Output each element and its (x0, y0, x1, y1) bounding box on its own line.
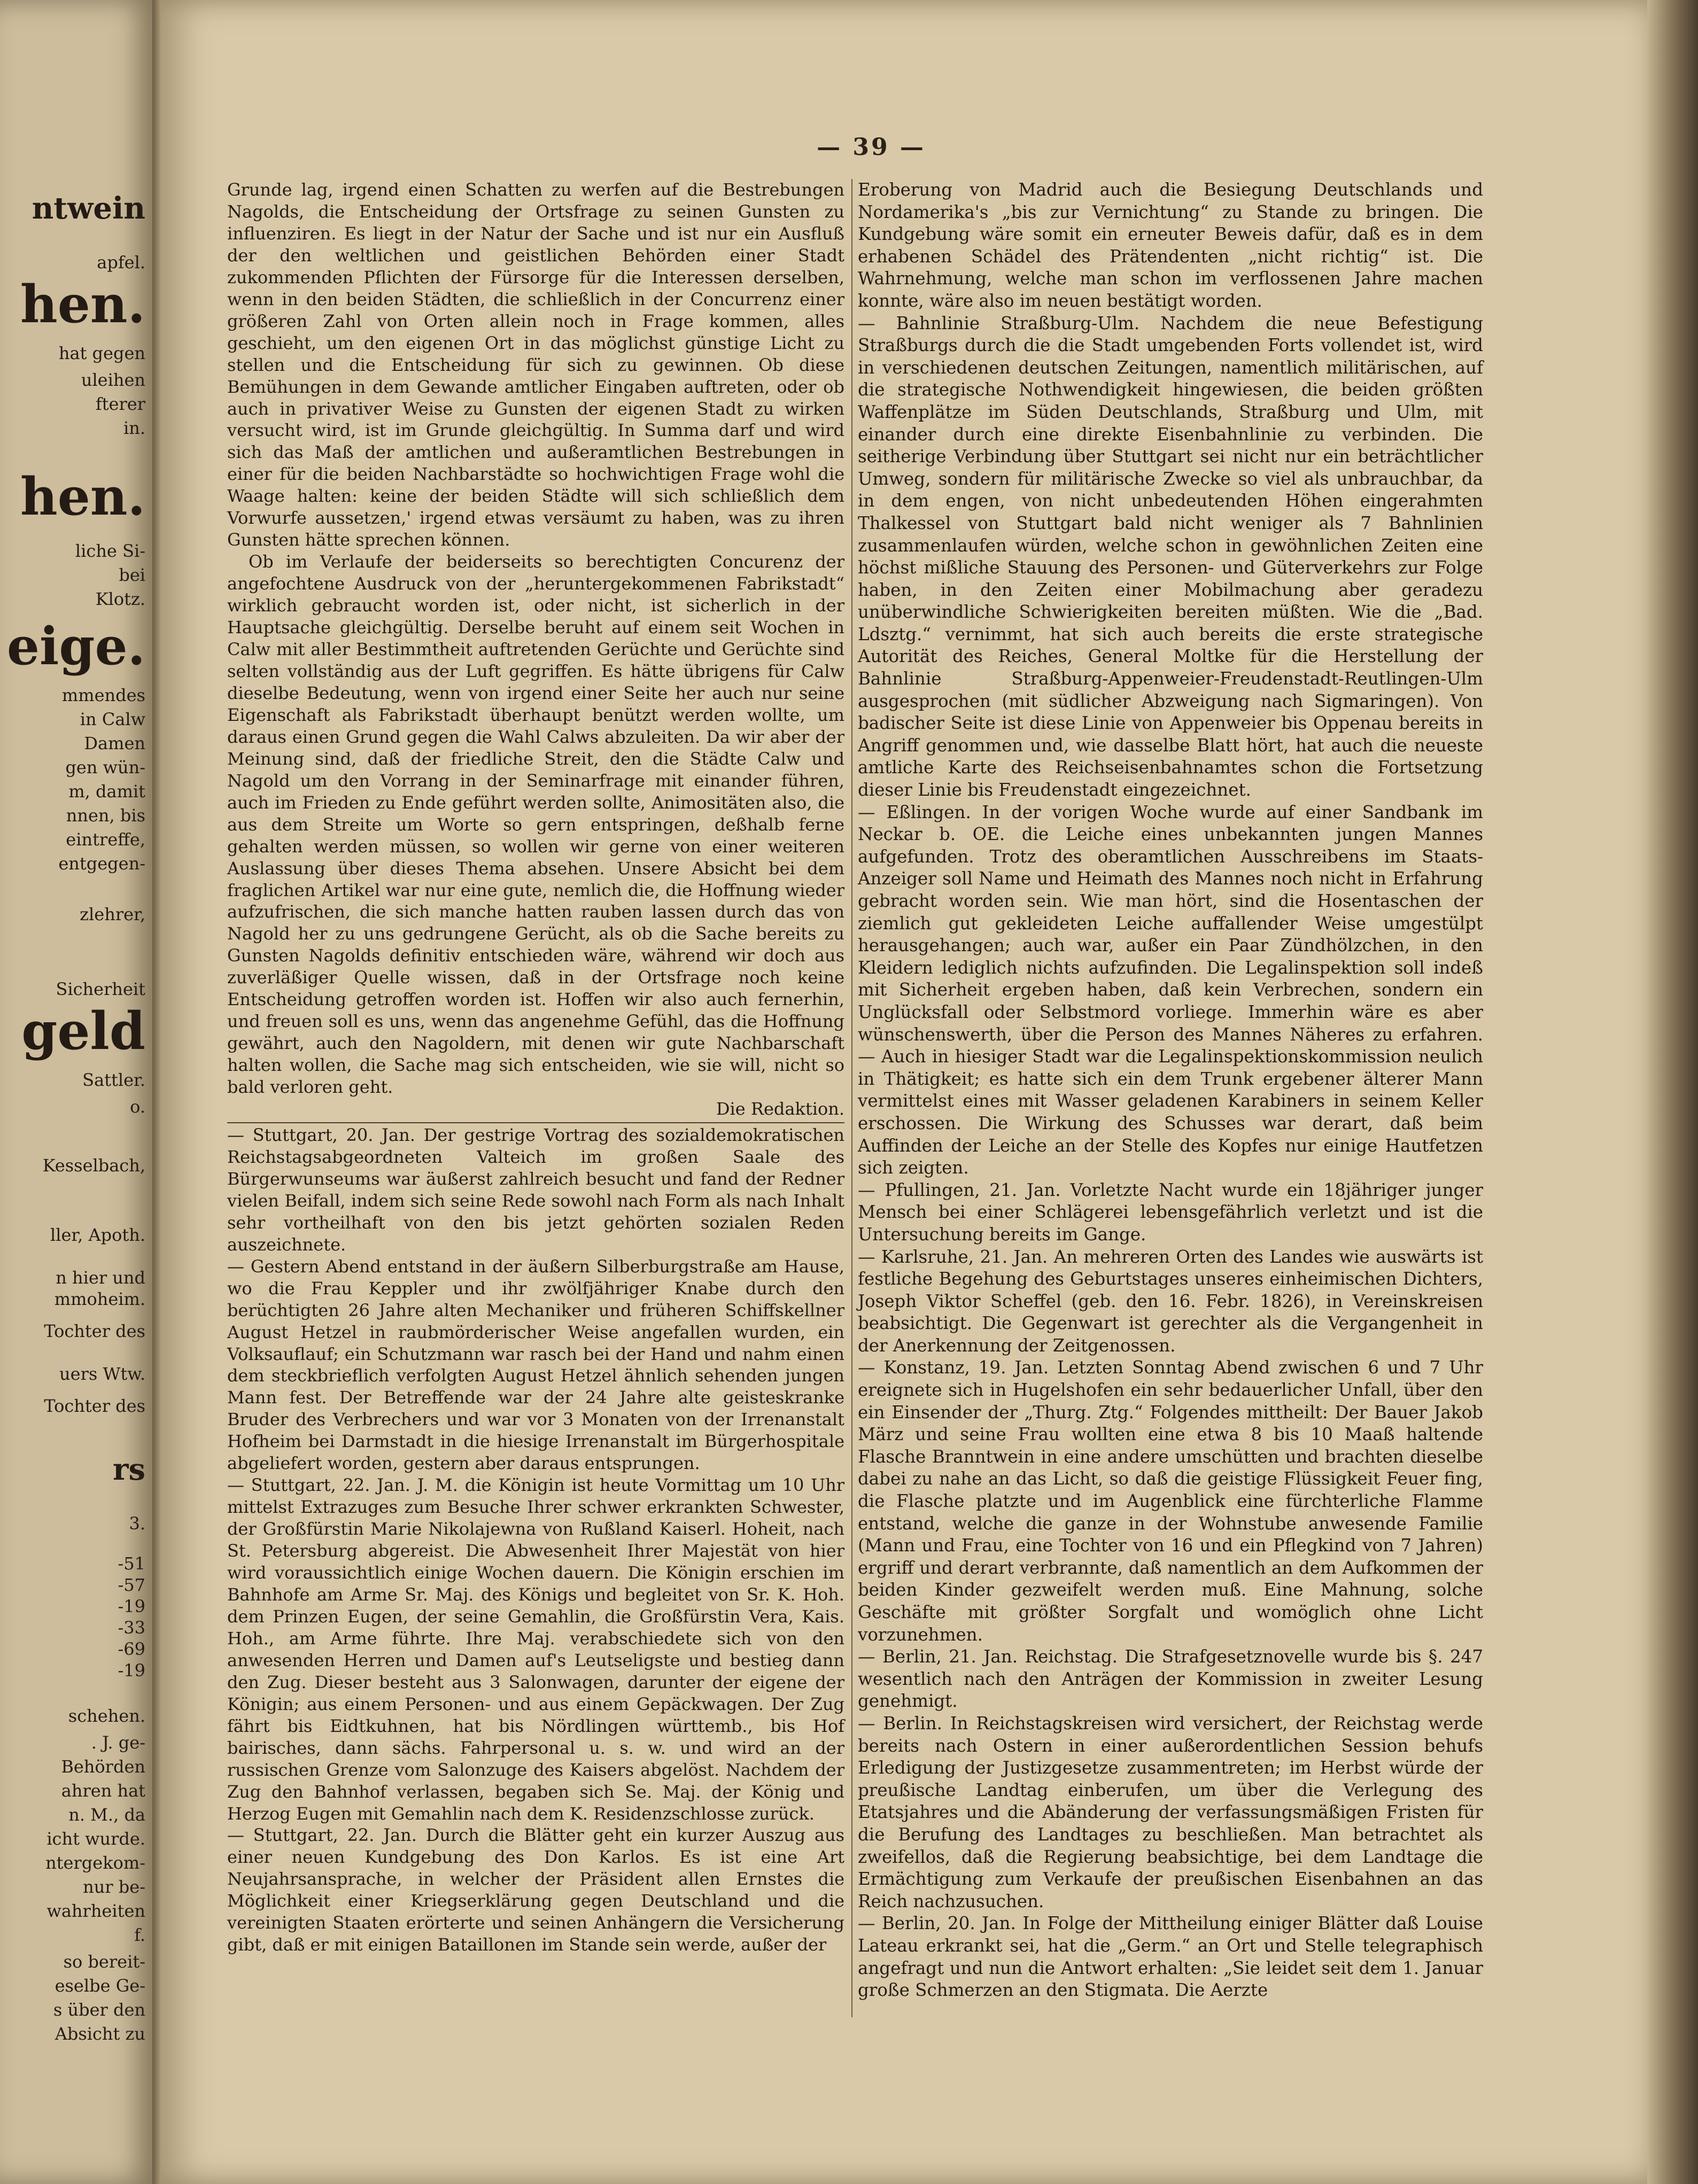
left-page-text: m, damit (68, 781, 145, 802)
signature: Die Redaktion. (716, 1099, 844, 1120)
left-page-text: uers Wtw. (59, 1364, 145, 1384)
left-page-text: -19 (118, 1596, 145, 1616)
news-item: — Eßlingen. In der vorigen Woche wurde auf einer Sandbank im Neckar b. OE. die Leiche eines unbekannten jungen Mannes aufgefunden. Trotz des oberamtlichen Ausschreibens im Staats-Anzeiger soll Name und Heimath des Mannes noch nicht in Erfahrung gebracht worden sein. Wie man hört, sind die Hosentaschen der ziemlich gut gekleideten Leiche auffallender Weise umgestülpt herausgehangen; auch war, außer ein Paar Zündhölzchen, in den Kleidern lediglich nichts aufzufinden. Die Legalinspektion soll indeß mit Sicherheit ergeben haben, daß kein Verbrechen, sondern ein Unglücksfall oder Selbstmord vorliege. Immerhin wäre es aber wünschenswerth, über die Person des Mannes Näheres zu erfahren. — Auch in hiesiger Stadt war die Legalinspektionskommission neulich in Thätigkeit; es hatte sich ein dem Trunk ergebener älterer Mann vermittelst eines mit Wasser geladenen Karabiners in seinem Keller erschossen. Die Wirkung des Schusses war derart, daß beim Auffinden der Leiche an der Stelle des Kopfes nur einige Hautfetzen sich zeigten. (858, 802, 1483, 1178)
left-page-text: in. (123, 418, 145, 438)
left-page-text: gen wün- (65, 757, 145, 778)
left-page-text: hen. (20, 274, 145, 335)
left-page-text: Sattler. (82, 1070, 145, 1090)
left-page-text: Tochter des (44, 1396, 145, 1416)
news-item: — Pfullingen, 21. Jan. Vorletzte Nacht wurde ein 18jähriger junger Mensch bei einer Schlägerei lebensgefährlich verletzt und ist die Untersuchung bereits im Gange. (858, 1179, 1483, 1245)
left-page-text: so bereit- (63, 1952, 145, 1972)
left-page-text: nnen, bis (66, 805, 145, 826)
page-number: — 39 — (817, 134, 926, 161)
left-page-text: -33 (118, 1618, 145, 1638)
news-item: — Berlin, 20. Jan. In Folge der Mittheilung einiger Blätter daß Louise Lateau erkrankt sei, hat die „Germ.“ an Ort und Stelle telegraphisch angefragt und nun die Antwort erhalten: „Sie leidet seit dem 1. Januar große Schmerzen an den Stigmata. Die Aerzte (858, 1913, 1483, 2001)
column-divider (851, 179, 852, 2017)
left-page-text: n hier und (56, 1268, 145, 1288)
left-page-text: -69 (118, 1639, 145, 1659)
news-item: — Berlin, 21. Jan. Reichstag. Die Strafgesetznovelle wurde bis §. 247 wesentlich nach den Anträgen der Kommission in zweiter Lesung genehmigt. (858, 1646, 1483, 1712)
left-page-text: hen. (20, 467, 145, 527)
news-item: — Konstanz, 19. Jan. Letzten Sonntag Abend zwischen 6 und 7 Uhr ereignete sich in Hugelshofen ein sehr bedauerlicher Unfall, über den ein Einsender der „Thurg. Ztg.“ Folgendes mittheilt: Der Bauer Jakob März und seine Frau wollten eine etwa 8 bis 10 Maaß haltende Flasche Branntwein in eine andere umschütten und brachten dieselbe dabei zu nahe an das Licht, so daß die geistige Flüssigkeit Feuer fing, die Flasche platzte und im Augenblick eine fürchterliche Flamme entstand, welche die ganze in der Wohnstube anwesende Familie (Mann und Frau, eine Tochter von 16 und ein Pflegkind von 7 Jahren) ergriff und derart verbrannte, daß namentlich an dem Aufkommen der beiden Kinder gezweifelt werden muß. Eine Mahnung, solche Geschäfte mit größter Sorgfalt und womöglich ohne Licht vorzunehmen. (858, 1357, 1483, 1645)
left-page-text: -51 (118, 1553, 145, 1574)
article-paragraph: Grunde lag, irgend einen Schatten zu werfen auf die Bestrebungen Nagolds, die Entscheidung der Ortsfrage zu seinen Gunsten zu influenziren. Es liegt in der Natur der Sache und ist nur ein Ausfluß der den weltlichen und geistlichen Behörden einer Stadt zukommenden Pflichten der Fürsorge für die Interessen derselben, wenn in den beiden Städten, die schließlich in der Concurrenz einer größeren Zahl von Orten allein noch in Frage kommen, alles geschieht, um den eigenen Ort in das möglichst günstige Licht zu stellen und die Entscheidung für sich zu gewinnen. Ob diese Bemühungen in dem Gewande amtlicher Eingaben auftreten, oder ob auch in privativer Weise zu Gunsten der eigenen Stadt zu wirken versucht wird, ist im Grunde gleichgültig. In Summa darf und wird sich das Maß der amtlichen und außeramtlichen Bestrebungen in einer für die beiden Nachbarstädte so hochwichtigen Frage wohl die Waage halten: keine der beiden Städte will sich schließlich dem Vorwurfe aussetzen,' irgend etwas versäumt zu haben, was zu ihren Gunsten hätte sprechen können. (227, 180, 844, 550)
left-page-text: Tochter des (44, 1321, 145, 1341)
left-page-text: eige. (6, 616, 145, 677)
news-item: Eroberung von Madrid auch die Besiegung Deutschlands und Nordamerika's „bis zur Vernichtung“ zu Stande zu bringen. Die Kundgebung wäre somit ein erneuter Beweis dafür, daß es in dem erhabenen Schädel des Prätendenten „nicht richtig“ ist. Die Wahrnehmung, welche man schon im verflossenen Jahre machen konnte, wäre also im neuen bestätigt worden. (858, 180, 1483, 311)
left-page-text: ntergekom- (45, 1853, 145, 1873)
left-page-text: n. M., da (68, 1805, 145, 1825)
article-separator (227, 1122, 844, 1123)
left-page-text: icht wurde. (46, 1829, 145, 1849)
left-page-text: Absicht zu (55, 2024, 145, 2044)
left-page-text: in Calw (80, 709, 145, 729)
left-page-text: -57 (118, 1575, 145, 1595)
left-page-text: mmoheim. (54, 1289, 145, 1309)
left-page-text: zlehrer, (80, 904, 145, 924)
left-page-text: fterer (95, 394, 145, 414)
left-page-text: s über den (53, 2000, 145, 2020)
left-page-text: hat gegen (58, 343, 145, 363)
left-page-text: eintreffe, (66, 829, 145, 850)
left-page-text: Klotz. (95, 589, 145, 609)
left-page-fragment (0, 0, 155, 2184)
left-column (227, 179, 844, 1956)
news-item: — Berlin. In Reichstagskreisen wird versichert, der Reichstag werde bereits nach Ostern in einer außerordentlichen Session behufs Erledigung der Justizgesetze zusammentreten; im Herbst würde der preußische Landtag einberufen, um über die Verlegung des Etatsjahres und die Abänderung der verfassungsmäßigen Fristen für die Berufung des Landtages zu beschließen. Man betrachtet als zweifellos, daß die Regierung beabsichtige, bei dem Landtage die Ermächtigung zum Verkaufe der preußischen Eisenbahnen an das Reich nachzusuchen. (858, 1713, 1483, 1911)
left-page-text: ntwein (32, 191, 145, 226)
left-page-text: Damen (84, 733, 145, 753)
left-page-text: wahrheiten (46, 1901, 145, 1921)
left-page-text: f. (134, 1925, 145, 1945)
left-page-text: eselbe Ge- (55, 1976, 145, 1996)
left-page-text: ller, Apoth. (50, 1225, 145, 1245)
news-item: — Stuttgart, 22. Jan. J. M. die Königin ist heute Vormittag um 10 Uhr mittelst Extrazuges zum Besuche Ihrer schwer erkrankten Schwester, der Großfürstin Marie Nikolajewna von Rußland Kaiserl. Hoheit, nach St. Petersburg abgereist. Die Abwesenheit Ihrer Majestät von hier wird voraussichtlich einige Wochen dauern. Die Königin erschien im Bahnhofe am Arme Sr. Maj. des Königs und begleitet von Sr. K. Hoh. dem Prinzen Eugen, der seine Gemahlin, die Großfürstin Vera, Kais. Hoh., am Arme führte. Ihre Maj. verabschiedete sich von den anwesenden Herren und Damen auf's Leutseligste und bestieg dann den Zug. Dieser besteht aus 3 Salonwagen, darunter der eigene der Königin; aus einem Personen- und aus einem Gepäckwagen. Der Zug fährt bis Eidtkuhnen, hat bis Nördlingen württemb., bis Hof bairisches, dann sächs. Fahrpersonal u. s. w. und wird an der russischen Grenze vom Salonzuge des Kaisers abgelöst. Nachdem der Zug den Bahnhof verlassen, begaben sich Se. Maj. der König und Herzog Eugen mit Gemahlin nach dem K. Residenzschlosse zurück. (227, 1475, 844, 1824)
left-page-text: 3. (129, 1513, 145, 1534)
left-page-text: o. (130, 1097, 145, 1117)
left-page-text: bei (119, 565, 145, 585)
news-item: — Gestern Abend entstand in der äußern Silberburgstraße am Hause, wo die Frau Keppler und ihr zwölfjähriger Knabe durch den berüchtigten 26 Jahre alten Mechaniker und früheren Schiffskellner August Hetzel in raubmörderischer Weise angefallen wurden, ein Volksauflauf; ein Schutzmann war rasch bei der Hand und nahm einen dem steckbrieflich verfolgten August Hetzel ähnlich sehenden jungen Mann fest. Der Betreffende war der 24 Jahre alte geisteskranke Bruder des Verbrechers und war vor 3 Monaten von der Irrenanstalt Hofheim bei Darmstadt in die hiesige Irrenanstalt im Bürgerhospitale abgeliefert worden, gestern aber daraus entsprungen. (227, 1256, 844, 1474)
left-page-text: Sicherheit (56, 979, 145, 999)
left-page-text: schehen. (68, 1706, 145, 1726)
news-item: — Stuttgart, 20. Jan. Der gestrige Vortrag des sozialdemokratischen Reichstagsabgeordneten Valteich im großen Saale des Bürgerwunseums war äußerst zahlreich besucht und fand der Redner vielen Beifall, indem sich seine Rede sowohl nach Form als nach Inhalt sehr vortheilhaft von den bis jetzt gehörten sozialen Reden auszeichnete. (227, 1124, 844, 1255)
left-page-text: . J. ge- (91, 1732, 145, 1753)
page-edge (1647, 0, 1698, 2184)
news-item: — Bahnlinie Straßburg-Ulm. Nachdem die neue Befestigung Straßburgs durch die die Stadt umgebenden Forts vollendet ist, wird in verschiedenen deutschen Zeitungen, namentlich militärischen, auf die strategische Nothwendigkeit hingewiesen, die beiden größten Waffenplätze im Süden Deutschlands, Straßburg und Ulm, mit einander durch eine direkte Eisenbahnlinie zu verbinden. Die seitherige Verbindung über Stuttgart sei nicht nur ein beträchtlicher Umweg, sondern für militärische Zwecke so viel als unbrauchbar, da in dem engen, von nicht unbedeutenden Höhen eingerahmten Thalkessel von Stuttgart bald nicht weniger als 7 Bahnlinien zusammenlaufen würden, welche schon in gewöhnlichen Zeiten eine höchst mißliche Stauung des Personen- und Güterverkehrs zur Folge haben, in den Zeiten einer Mobilmachung aber geradezu unüberwindliche Schwierigkeiten bereiten müßten. Wie die „Bad. Ldsztg.“ vernimmt, hat sich auch bereits die erste strategische Autorität des Reiches, General Moltke für die Herstellung der Bahnlinie Straßburg-Appenweier-Freudenstadt-Reutlingen-Ulm ausgesprochen (mit südlicher Abzweigung nach Sigmaringen). Von badischer Seite ist diese Linie von Appenweier bis Oppenau bereits in Angriff genommen und, wie dasselbe Blatt hört, hat auch die neueste amtliche Karte des Reichseisenbahnamtes schon die Fortsetzung dieser Linie bis Freudenstadt eingezeichnet. (858, 313, 1483, 800)
left-page-text: liche Si- (75, 541, 145, 561)
left-page-text: -19 (118, 1660, 145, 1681)
news-item: — Stuttgart, 22. Jan. Durch die Blätter geht ein kurzer Auszug aus einer neuen Kundgebung des Don Karlos. Es ist eine Art Neujahrsansprache, in welcher der Präsident allen Ernstes die Möglichkeit einer Kriegserklärung gegen Deutschland und die vereinigten Staaten erörterte und seinen Anhängern die Versicherung gibt, daß er mit einigen Bataillonen im Stande sein werde, außer der (227, 1825, 844, 1955)
news-item: — Karlsruhe, 21. Jan. An mehreren Orten des Landes wie auswärts ist festliche Begehung des Geburtstages unseres einheimischen Dichters, Joseph Viktor Scheffel (geb. den 16. Febr. 1826), in Vereinskreisen beabsichtigt. Die Gegenwart ist gerechter als die Vergangenheit in der Anerkennung der Zeitgenossen. (858, 1246, 1483, 1356)
left-page-text: Kesselbach, (42, 1155, 145, 1176)
left-page-text: mmendes (61, 685, 145, 705)
left-page-text: ahren hat (61, 1781, 145, 1801)
left-page-text: entgegen- (58, 853, 145, 874)
left-page-text: apfel. (97, 252, 145, 273)
left-page-text: geld (21, 1001, 145, 1061)
article-paragraph: Ob im Verlaufe der beiderseits so berechtigten Concurenz der angefochtene Ausdruck von der „heruntergekommenen Fabrikstadt“ wirklich gebraucht worden ist, oder nicht, ist sicherlich in der Hauptsache gleichgültig. Derselbe beruht auf einem seit Wochen in Calw mit aller Bestimmtheit auftretenden Gerüchte und Gerüchte sind selten vollständig aus der Luft gegriffen. Es hätte übrigens für Calw dieselbe Bedeutung, wenn von irgend einer Seite her auch nur seine Eigenschaft als Fabrikstadt überhaupt benützt werden wollte, um daraus einen Grund gegen die Wahl Calws abzuleiten. Da wir aber der Meinung sind, daß der friedliche Streit, den die Städte Calw und Nagold um den Vorrang in der Seminarfrage mit einander führen, auch im Frieden zu Ende geführt werden sollte, Animositäten also, die aus dem Streite um Worte so gern entspringen, deßhalb ferne gehalten werden müssen, so wollen wir gerne von einer weiteren Auslassung über dieses Thema absehen. Unsere Absicht bei dem fraglichen Artikel war nur eine gute, nemlich die, die Hoffnung wieder aufzufrischen, die sich manche hatten rauben lassen durch das von Nagold her zu uns gedrungene Gerücht, als ob die Sache bereits zu Gunsten Nagolds definitiv entschieden wäre, während wir doch aus zuverläßiger Quelle wissen, daß in der Ortsfrage noch keine Entscheidung getroffen worden ist. Hoffen wir also auch fernerhin, und freuen soll es uns, wenn das angenehme Gefühl, das die Hoffnung gewährt, auch den Nagoldern, mit denen wir gute Nachbarschaft halten wollen, die Sache mag sich entscheiden, wie sie will, nicht so bald verloren geht. (227, 551, 844, 1098)
left-page-text: Behörden (61, 1756, 145, 1777)
left-page-text: uleihen (81, 370, 145, 390)
left-page-text: rs (112, 1452, 145, 1487)
left-page-text: nur be- (83, 1877, 145, 1897)
right-column (858, 179, 1483, 2002)
